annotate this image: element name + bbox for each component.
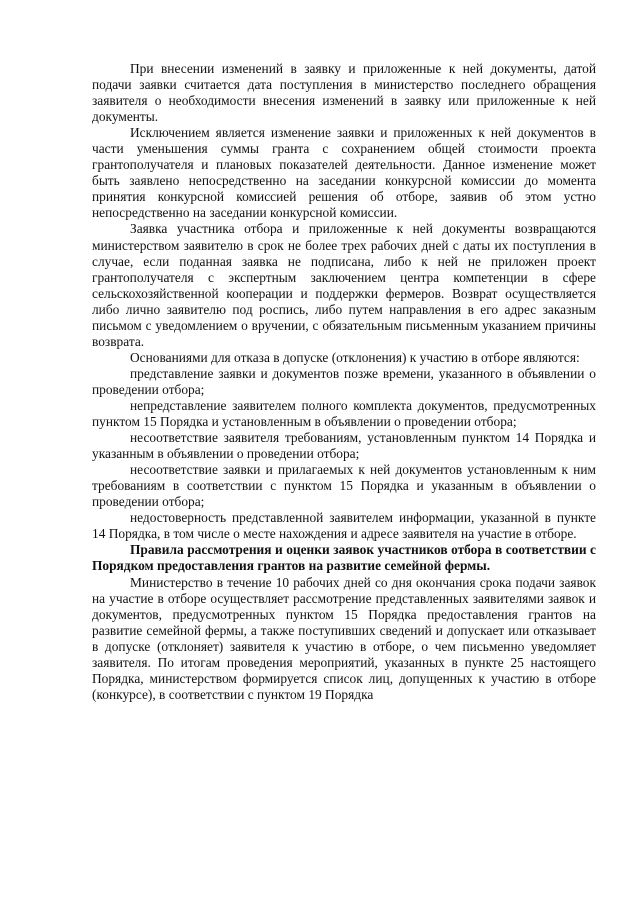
- paragraph-review-procedure: Министерство в течение 10 рабочих дней со дня окончания срока подачи заявок на участие в отборе осуществляет рассмотрение представленных заявителями заявок и документов, предусмотренных пунктом 15 Порядка предоставления грантов на развитие семейной фермы, а также поступивших сведений и допускает или отказывает в допуске (отклоняет) заявителя к участию в отборе, о чем письменно уведомляет заявителя. По итогам проведения мероприятий, указанных в пункте 25 настоящего Порядка, министерством формируется список лиц, допущенных к участию в отборе (конкурсе), в соответствии с пунктом 19 Порядка: [92, 574, 596, 702]
- ground-item: несоответствие заявителя требованиям, установленным пунктом 14 Порядка и указанным в объявлении о проведении отбора;: [92, 430, 596, 462]
- paragraph-grounds-intro: Основаниями для отказа в допуске (отклонения) к участию в отборе являются:: [130, 349, 580, 365]
- ground-item: непредставление заявителем полного комплекта документов, предусмотренных пунктом 15 Порядка и установленным в объявлении о проведении отбора;: [92, 397, 596, 430]
- ground-item: несоответствие заявки и прилагаемых к ней документов установленным к ним требованиям в соответствии с пунктом 15 Порядка и указанным в объявлении о проведении отбора;: [92, 462, 596, 510]
- document-page: [92, 61, 596, 703]
- ground-item: представление заявки и документов позже времени, указанного в объявлении о проведении отбора;: [92, 365, 596, 397]
- paragraph-exception: Исключением является изменение заявки и приложенных к ней документов в части уменьшения суммы гранта с сохранением общей стоимости проекта грантополучателя и плановых показателей деятельности. Данное изменение может быть заявлено непосредственно на заседании конкурсной комиссии до момента принятия конкурсной комиссией решения об отборе, заявив об этом устно непосредственно на заседании конкурсной комиссии.: [92, 125, 596, 221]
- ground-item: недостоверность представленной заявителем информации, указанной в пункте 14 Порядка, в том числе о месте нахождения и адресе заявителя на участие в отборе.: [92, 510, 596, 542]
- paragraph-amendment-date: При внесении изменений в заявку и приложенные к ней документы, датой подачи заявки считается дата поступления в министерство последнего обращения заявителя о необходимости внесения изменений в заявку или приложенные к ней документы.: [92, 61, 596, 125]
- section-heading: Правила рассмотрения и оценки заявок участников отбора в соответствии с Порядком предоставления грантов на развитие семейной фермы.: [92, 542, 596, 574]
- paragraph-return-of-application: Заявка участника отбора и приложенные к ней документы возвращаются министерством заявителю в срок не более трех рабочих дней с даты их поступления в случае, если поданная заявка не подписана, либо к ней не приложен проект грантополучателя с экспертным заключением центра компетенции в сфере сельскохозяйственной кооперации и поддержки фермеров. Возврат осуществляется либо лично заявителю под роспись, либо путем направления в его адрес заказным письмом с уведомлением о вручении, с обязательным письменным указанием причины возврата.: [92, 221, 596, 349]
